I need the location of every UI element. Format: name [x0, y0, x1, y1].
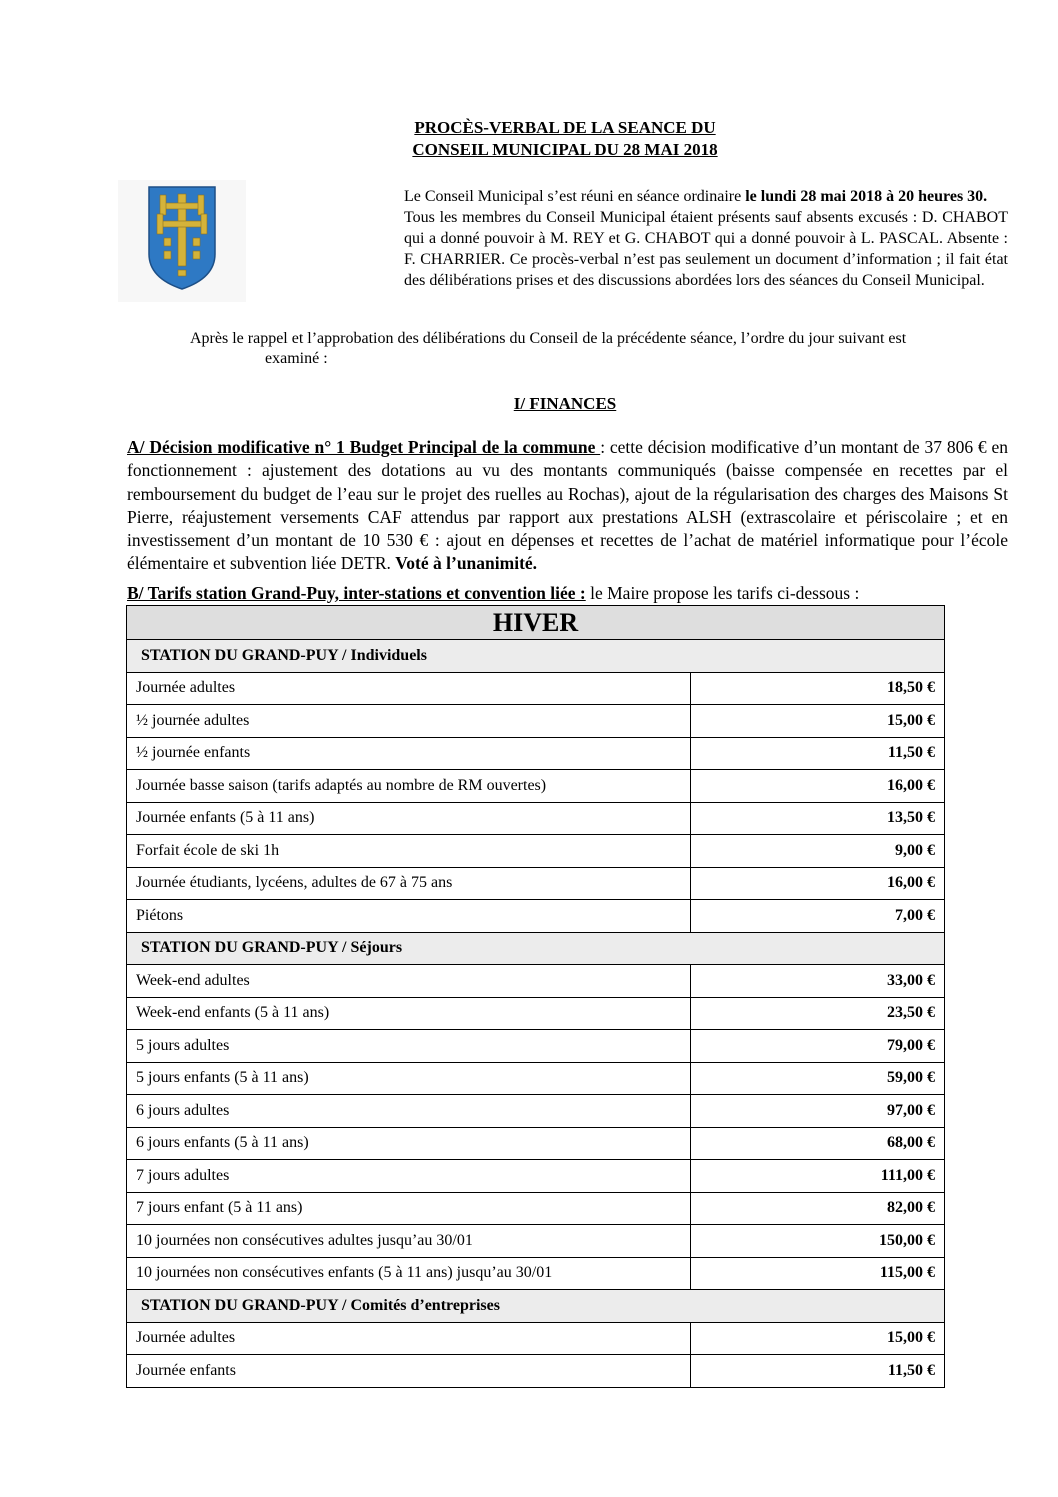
recall-line-2: examiné : [265, 350, 328, 367]
tariff-label: Forfait école de ski 1h [127, 835, 691, 868]
tariff-price: 59,00 € [691, 1062, 945, 1095]
table-row [127, 997, 945, 1030]
table-row [127, 1257, 945, 1290]
title-line-2: CONSEIL MUNICIPAL DU 28 MAI 2018 [412, 140, 718, 159]
tariff-price: 16,00 € [691, 770, 945, 803]
tariff-label: Journée étudiants, lycéens, adultes de 67 à 75 ans [127, 867, 691, 900]
coat-of-arms-icon [118, 180, 246, 302]
attendance-paragraph: Tous les membres du Conseil Municipal étaient présents sauf absents excusés : D. CHABOT qui a donné pouvoir à M. REY et G. CHABOT qui a donné pouvoir à L. PASCAL. Absente : F. CHARRIER. Ce procès-verbal n’est pas seulement un document d’information ; il fait état des délibérations prises et des discussions abordées lors des séances du Conseil Municipal. [404, 209, 1008, 289]
table-row [127, 1062, 945, 1095]
tariff-price: 13,50 € [691, 802, 945, 835]
tariff-label: 5 jours adultes [127, 1030, 691, 1063]
table-row [127, 965, 945, 998]
tariff-label: Journée enfants (5 à 11 ans) [127, 802, 691, 835]
item-a-heading: A/ Décision modificative n° 1 Budget Principal de la commune [127, 437, 601, 457]
item-a-paragraph [127, 436, 1008, 576]
season-row [127, 606, 945, 640]
tariff-price: 15,00 € [691, 705, 945, 738]
table-row [127, 802, 945, 835]
tariff-label: 10 journées non consécutives enfants (5 à 11 ans) jusqu’au 30/01 [127, 1257, 691, 1290]
table-row [127, 1225, 945, 1258]
tariff-price: 23,50 € [691, 997, 945, 1030]
tariff-price: 111,00 € [691, 1160, 945, 1193]
tariff-price: 18,50 € [691, 672, 945, 705]
table-row [127, 1030, 945, 1063]
tariff-label: Week-end adultes [127, 965, 691, 998]
title-line-1: PROCÈS-VERBAL DE LA SEANCE DU [414, 118, 716, 137]
group-header-row [127, 932, 945, 965]
intro-prefix: Le Conseil Municipal s’est réuni en séance ordinaire [404, 188, 746, 205]
item-b-paragraph [127, 582, 1008, 605]
group-header-row [127, 1290, 945, 1323]
table-row [127, 867, 945, 900]
table-row [127, 737, 945, 770]
tariff-label: 7 jours enfant (5 à 11 ans) [127, 1192, 691, 1225]
item-a-text: : cette décision modificative d’un montant de 37 806 € en fonctionnement : ajustement des dotations au vu des montants communiqués (baisse compensée en recettes par el remboursement du budget de l’eau sur le projet des ruelles au Rochas), ajout de la régularisation des charges des Maisons St Pierre, réajustement versements CAF attendus par rapport aux prestations ALSH (extrascolaire et périscolaire ; et en investissement d’un montant de 10 530 € : ajout en dépenses et recettes de l’achat de matériel informatique pour l’école élémentaire et subvention liée DETR. [127, 437, 1008, 574]
tariff-label: Piétons [127, 900, 691, 933]
table-row [127, 705, 945, 738]
crest-logo [118, 180, 246, 302]
tariff-price: 7,00 € [691, 900, 945, 933]
item-b-text: le Maire propose les tarifs ci-dessous : [585, 583, 860, 603]
tariff-price: 16,00 € [691, 867, 945, 900]
tariff-label: Week-end enfants (5 à 11 ans) [127, 997, 691, 1030]
intro-paragraph [404, 186, 1008, 207]
section-title: I/ FINANCES [513, 394, 617, 413]
tariff-price: 68,00 € [691, 1127, 945, 1160]
group-title: STATION DU GRAND-PUY / Séjours [127, 932, 945, 965]
tariff-price: 15,00 € [691, 1322, 945, 1355]
table-row [127, 1322, 945, 1355]
item-b-heading: B/ Tarifs station Grand-Puy, inter-stations et convention liée : [127, 583, 586, 603]
table-row [127, 1160, 945, 1193]
tariff-label: 7 jours adultes [127, 1160, 691, 1193]
recall-paragraph [190, 329, 1008, 369]
table-row [127, 672, 945, 705]
group-title: STATION DU GRAND-PUY / Comités d’entreprises [127, 1290, 945, 1323]
group-header-row [127, 640, 945, 673]
tariff-price: 79,00 € [691, 1030, 945, 1063]
tariff-price: 33,00 € [691, 965, 945, 998]
tariff-label: ½ journée enfants [127, 737, 691, 770]
item-a-vote: Voté à l’unanimité. [395, 553, 538, 574]
tariff-label: Journée enfants [127, 1355, 691, 1388]
tariff-label: 6 jours adultes [127, 1095, 691, 1128]
tariff-label: Journée basse saison (tarifs adaptés au nombre de RM ouvertes) [127, 770, 691, 803]
tariff-table [126, 605, 945, 1388]
tariff-label: Journée adultes [127, 672, 691, 705]
meeting-date: le lundi 28 mai 2018 à 20 heures 30. [745, 188, 988, 205]
tariff-price: 150,00 € [691, 1225, 945, 1258]
tariff-label: 6 jours enfants (5 à 11 ans) [127, 1127, 691, 1160]
tariff-price: 97,00 € [691, 1095, 945, 1128]
table-row [127, 1355, 945, 1388]
tariff-label: Journée adultes [127, 1322, 691, 1355]
table-row [127, 1095, 945, 1128]
tariff-label: 5 jours enfants (5 à 11 ans) [127, 1062, 691, 1095]
document-title [300, 117, 830, 161]
tariff-price: 9,00 € [691, 835, 945, 868]
group-title: STATION DU GRAND-PUY / Individuels [127, 640, 945, 673]
table-row [127, 835, 945, 868]
table-row [127, 900, 945, 933]
season-header: HIVER [127, 606, 945, 640]
table-row [127, 770, 945, 803]
tariff-price: 115,00 € [691, 1257, 945, 1290]
table-row [127, 1127, 945, 1160]
tariff-price: 11,50 € [691, 1355, 945, 1388]
tariff-price: 11,50 € [691, 737, 945, 770]
meeting-intro [404, 186, 1008, 291]
recall-line-1: Après le rappel et l’approbation des délibérations du Conseil de la précédente séance, l’ordre du jour suivant est [190, 330, 907, 347]
tariff-label: 10 journées non consécutives adultes jusqu’au 30/01 [127, 1225, 691, 1258]
tariff-label: ½ journée adultes [127, 705, 691, 738]
table-row [127, 1192, 945, 1225]
tariff-price: 82,00 € [691, 1192, 945, 1225]
